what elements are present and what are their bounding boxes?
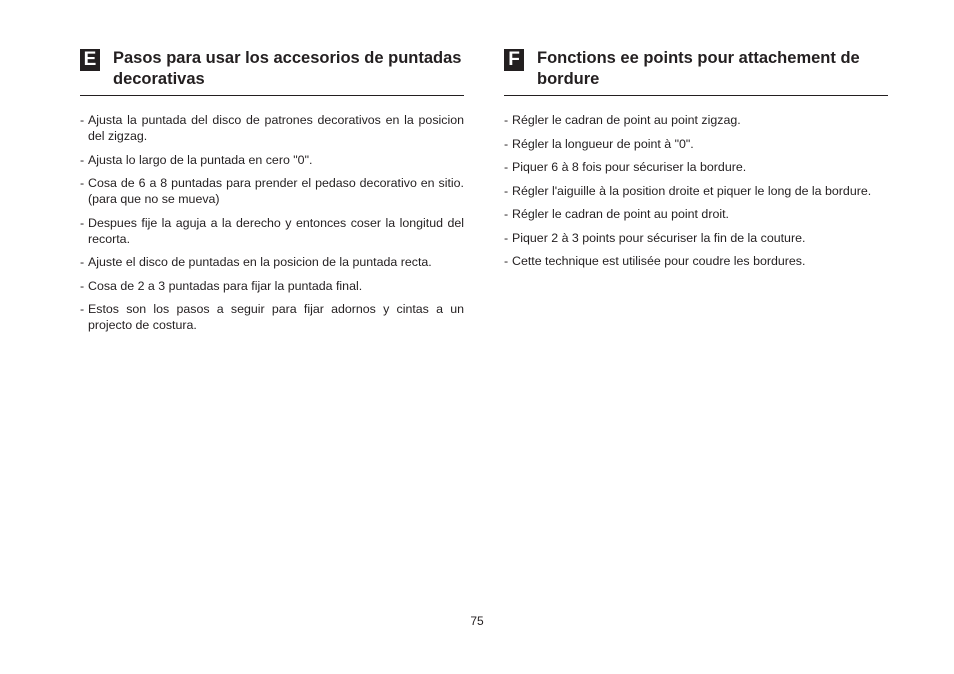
list-marker: - [504,254,509,268]
step-text: Régler l'aiguille à la position droite et piquer le long de la bordure. [512,183,872,198]
spanish-section [80,47,464,341]
list-marker: - [80,152,85,167]
step-text: Estos son los pasos a seguir para fijar adornos y cintas a un projecto de costura. [88,302,464,332]
step-text: Cosa de 2 a 3 puntadas para fijar la puntada final. [88,278,363,293]
list-marker: - [80,255,85,269]
list-item [504,253,888,269]
list-marker: - [80,278,85,293]
step-text: Régler la longueur de point à "0". [512,136,694,151]
list-item [504,136,888,152]
list-item [80,301,464,333]
step-text: Ajuste el disco de puntadas en la posicion de la puntada recta. [88,255,432,269]
step-text: Ajusta la puntada del disco de patrones decorativos en la posicion del zigzag. [88,113,464,143]
list-marker: - [80,215,85,230]
spanish-section-title: Pasos para usar los accesorios de puntadas decorativas [113,49,462,88]
list-marker: - [504,136,509,151]
list-item [504,183,888,199]
list-marker: - [80,113,85,127]
step-text: Régler le cadran de point au point droit. [512,207,729,221]
spanish-steps-list [80,112,464,333]
french-steps-list [504,112,888,269]
step-text: Régler le cadran de point au point zigzag. [512,113,741,127]
list-item [504,112,888,128]
list-marker: - [504,113,509,127]
list-marker: - [504,160,509,174]
french-language-badge: F [504,49,524,71]
list-marker: - [80,302,85,316]
list-marker: - [504,207,509,221]
page-number: 75 [470,614,484,628]
step-text: Piquer 2 à 3 points pour sécuriser la fin de la couture. [512,230,806,245]
list-item [80,112,464,144]
step-text: Cette technique est utilisée pour coudre les bordures. [512,254,806,268]
spanish-language-badge: E [80,49,100,71]
french-section-header [504,47,888,96]
list-marker: - [80,176,85,190]
list-item [504,159,888,175]
list-item [80,254,464,270]
french-section-title: Fonctions ee points pour attachement de bordure [537,49,860,88]
list-marker: - [504,230,509,245]
list-marker: - [504,183,509,198]
list-item [504,230,888,246]
step-text: Despues fije la aguja a la derecho y entonces coser la longitud del recorta. [88,215,464,246]
step-text: Ajusta lo largo de la puntada en cero "0". [88,152,313,167]
french-section [504,47,888,277]
list-item [80,215,464,247]
list-item [504,206,888,222]
list-item [80,278,464,294]
list-item [80,175,464,207]
spanish-section-header [80,47,464,96]
list-item [80,152,464,168]
step-text: Piquer 6 à 8 fois pour sécuriser la bordure. [512,160,747,174]
step-text: Cosa de 6 a 8 puntadas para prender el pedaso decorativo en sitio.(para que no se mueva) [88,176,464,206]
